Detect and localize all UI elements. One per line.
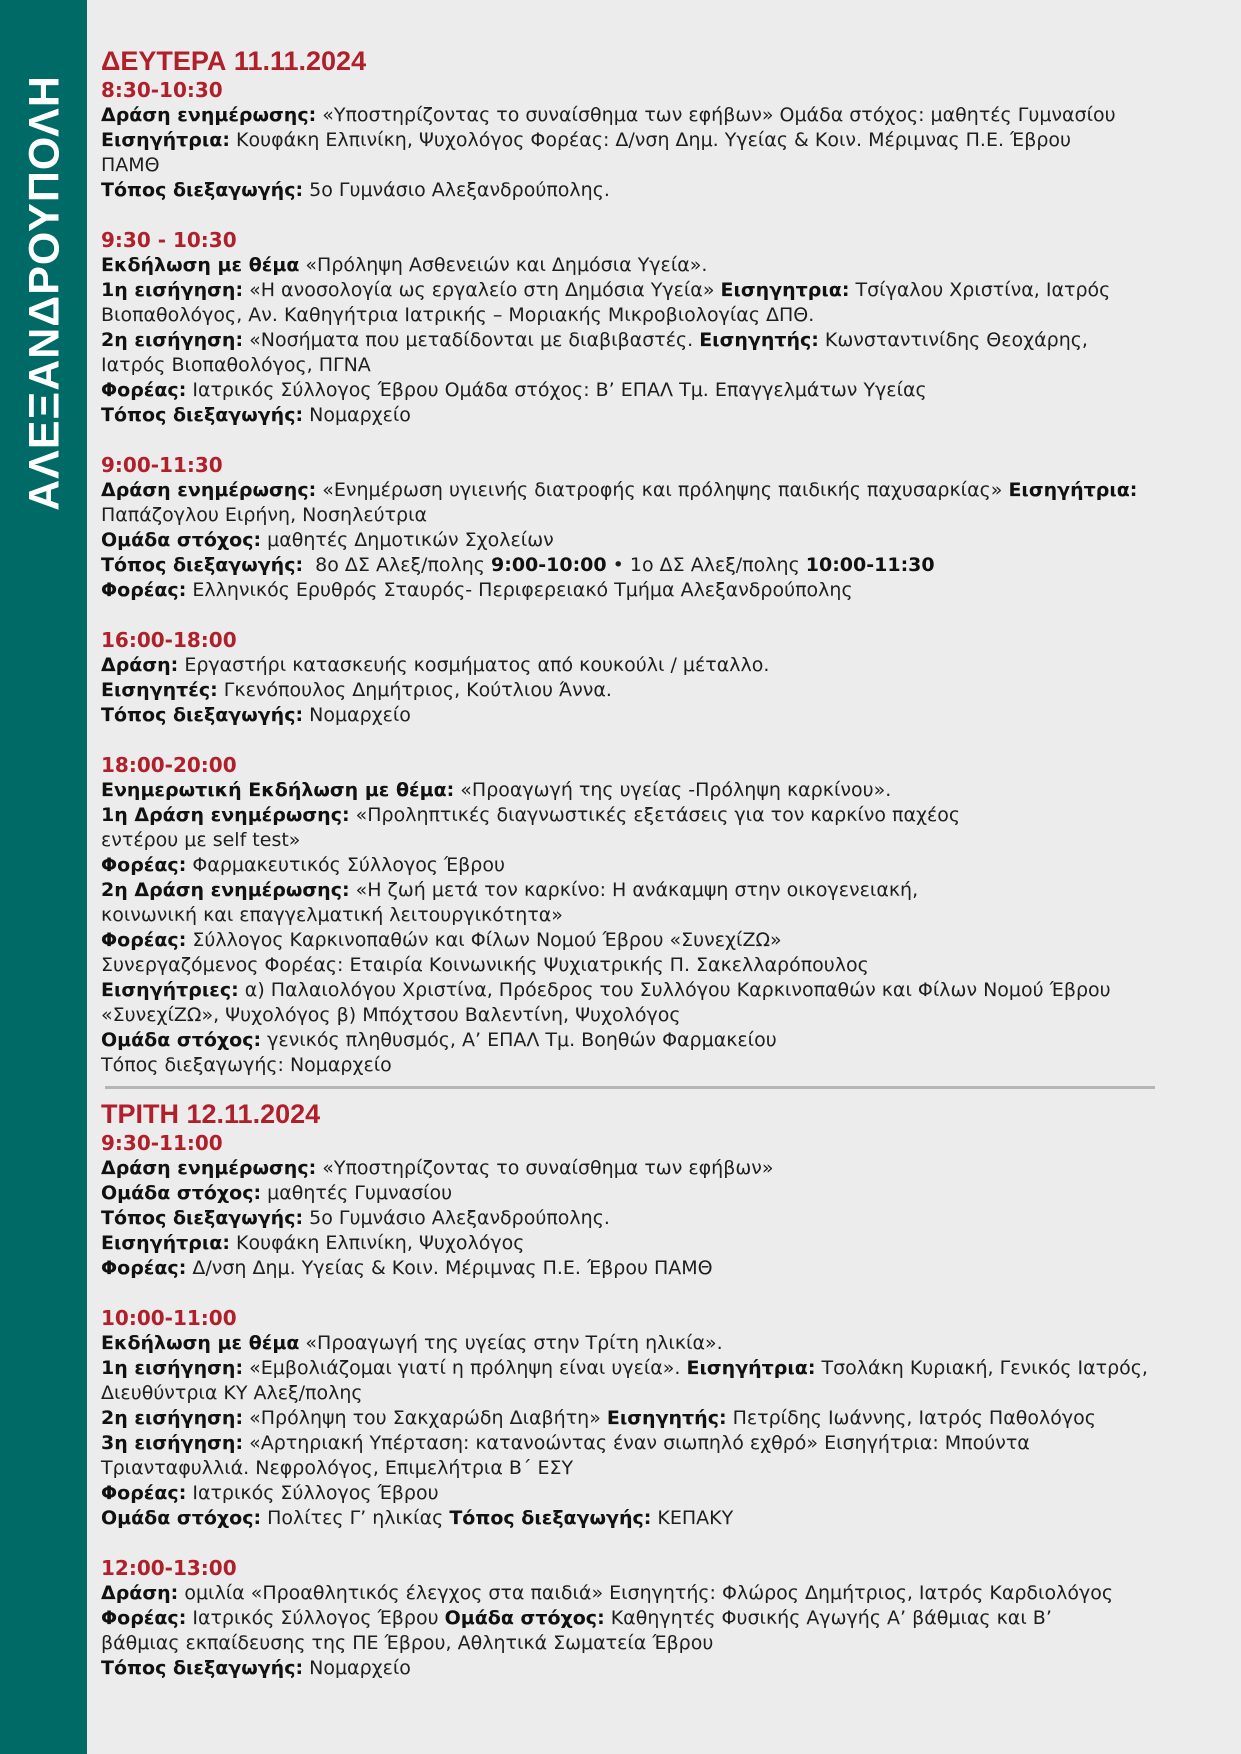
field-text: Παπάζογλου Ειρήνη, Νοσηλεύτρια [101,504,428,526]
field-text: 5ο Γυμνάσιο Αλεξανδρούπολης. [303,179,610,201]
field-text: Ιατρικός Σύλλογος Έβρου [186,1482,439,1504]
event-line [101,1456,1221,1481]
event-block [101,453,1221,603]
event-line [101,128,1221,153]
event-line [101,853,1221,878]
event-time: 9:30-11:00 [101,1131,223,1155]
field-text: γενικός πληθυσμός, Α’ ΕΠΑΛ Τμ. Βοηθών Φαρμακείου [261,1029,777,1051]
field-text: Νομαρχείο [303,404,411,426]
field-text: Φαρμακευτικός Σύλλογος Έβρου [186,854,505,876]
event-line [101,953,1221,978]
field-text: 5ο Γυμνάσιο Αλεξανδρούπολης. [303,1207,610,1229]
field-text: Ιατρικός Σύλλογος Έβρου Ομάδα στόχος: Β’ ΕΠΑΛ Τμ. Επαγγελμάτων Υγείας [186,379,927,401]
field-text: «Νοσήματα που μεταδίδονται με διαβιβαστές. [243,329,700,351]
event-line [101,1256,1221,1281]
field-text: ΠΑΜΘ [101,154,160,176]
sidebar [0,0,87,1754]
event-block [101,1131,1221,1281]
field-label: Φορέας: [101,1257,187,1279]
field-label: Ομάδα στόχος: [444,1607,605,1629]
field-label: Ομάδα στόχος: [101,1182,262,1204]
field-text: Δ/νση Δημ. Υγείας & Κοιν. Μέριμνας Π.Ε. Έβρου ΠΑΜΘ [186,1257,713,1279]
field-label: Δράση: [101,654,179,676]
event-line [101,1406,1221,1431]
event-line [101,578,1221,603]
event-line [101,1481,1221,1506]
event-line [101,1656,1221,1681]
event-line [101,1506,1221,1531]
event-line [101,778,1221,803]
field-text: Ιατρός Βιοπαθολόγος, ΠΓΝΑ [101,354,371,376]
field-text: Βιοπαθολόγος, Αν. Καθηγήτρια Ιατρικής – Μοριακής Μικροβιολογίας ΔΠΘ. [101,304,815,326]
event-block [101,78,1221,203]
field-label: Φορέας: [101,929,187,951]
event-line [101,828,1221,853]
event-line [101,803,1221,828]
field-text: ΚΕΠΑΚΥ [651,1507,734,1529]
event-time: 8:30-10:30 [101,78,223,102]
day-title: ΤΡΙΤΗ 12.11.2024 [101,1099,321,1129]
field-text: Τσίγαλου Χριστίνα, Ιατρός [849,279,1111,301]
event-line [101,1053,1221,1078]
field-label: 1η εισήγηση: [101,1357,244,1379]
event-line [101,1606,1221,1631]
field-text: Πολίτες Γ’ ηλικίας [261,1507,450,1529]
field-text: Κουφάκη Ελπινίκη, Ψυχολόγος Φορέας: Δ/νση Δημ. Υγείας & Κοιν. Μέριμνας Π.Ε. Έβρου [229,129,1072,151]
field-text: «Πρόληψη Ασθενειών και Δημόσια Υγεία». [299,254,708,276]
sidebar-title-wrap [0,0,87,540]
field-text: «Υποστηρίζοντας το συναίσθημα των εφήβων» Ομάδα στόχος: μαθητές Γυμνασίου [316,104,1116,126]
field-text: βάθμιας εκπαίδευσης της ΠΕ Έβρου, Αθλητικά Σωματεία Έβρου [101,1632,714,1654]
field-label: Τόπος διεξαγωγής: [101,179,304,201]
field-text: Ελληνικός Ερυθρός Σταυρός- Περιφερειακό Τμήμα Αλεξανδρούπολης [186,579,853,601]
field-text: 8ο ΔΣ Αλεξ/πολης [303,554,491,576]
day-title: ΔΕΥΤΕΡΑ 11.11.2024 [101,46,367,76]
event-line [101,1381,1221,1406]
field-label: Εισηγητής: [606,1407,727,1429]
field-text: Κωνσταντινίδης Θεοχάρης, [818,329,1088,351]
event-time: 12:00-13:00 [101,1556,237,1580]
field-label: Τόπος διεξαγωγής: [101,404,304,426]
field-label: Εισηγητής: [699,329,819,351]
event-line [101,353,1221,378]
field-text: Νομαρχείο [303,1657,411,1679]
field-label: Δράση ενημέρωσης: [101,479,317,501]
field-label: Εισηγήτρια: [686,1357,816,1379]
field-label: Φορέας: [101,379,187,401]
field-label: Εκδήλωση με θέμα [101,254,300,276]
field-label: Ομάδα στόχος: [101,529,262,551]
city-title: ΑΛΕΞΑΝΔΡΟΥΠΟΛΗ [20,75,69,511]
field-text: Ιατρικός Σύλλογος Έβρου [186,1607,445,1629]
field-label: Εισηγητές: [101,679,218,701]
field-label: Εισηγήτρια: [101,1232,230,1254]
event-line [101,928,1221,953]
event-line [101,253,1221,278]
event-block [101,628,1221,728]
field-text: Τριανταφυλλιά. Νεφρολόγος, Επιμελήτρια Β΄ ΕΣΥ [101,1457,574,1479]
field-label: Δράση ενημέρωσης: [101,104,317,126]
field-label: 1η Δράση ενημέρωσης: [101,804,350,826]
event-line [101,1156,1221,1181]
field-label: Φορέας: [101,1607,187,1629]
field-text: Νομαρχείο [303,704,411,726]
event-line [101,703,1221,728]
event-time: 10:00-11:00 [101,1306,237,1330]
field-label: Εισηγήτρια: [101,129,230,151]
field-text: Τόπος διεξαγωγής: Νομαρχείο [101,1054,392,1076]
event-line [101,553,1221,578]
field-text: «Αρτηριακή Υπέρταση: κατανοώντας έναν σιωπηλό εχθρό» Εισηγήτρια: Μπούντα [243,1432,1030,1454]
event-line [101,278,1221,303]
field-label: 9:00-10:00 [491,554,607,576]
field-text: α) Παλαιολόγου Χριστίνα, Πρόεδρος του Συλλόγου Καρκινοπαθών και Φίλων Νομού Έβρου [238,979,1111,1001]
field-label: Τόπος διεξαγωγής: [101,554,304,576]
field-text: Κουφάκη Ελπινίκη, Ψυχολόγος [229,1232,525,1254]
field-text: «Προαγωγή της υγείας -Πρόληψη καρκίνου». [454,779,892,801]
event-time: 16:00-18:00 [101,628,237,652]
event-line [101,178,1221,203]
field-label: 10:00-11:30 [805,554,935,576]
event-line [101,1181,1221,1206]
event-line [101,378,1221,403]
event-line [101,153,1221,178]
field-label: Τόπος διεξαγωγής: [101,1657,304,1679]
field-label: Ομάδα στόχος: [101,1507,262,1529]
field-text: Εργαστήρι κατασκευής κοσμήματος από κουκούλι / μέταλλο. [178,654,770,676]
event-line [101,1356,1221,1381]
field-text: κοινωνική και επαγγελματική λειτουργικότητα» [101,904,563,926]
field-label: 1η εισήγηση: [101,279,244,301]
field-label: 2η εισήγηση: [101,1407,244,1429]
field-label: Δράση ενημέρωσης: [101,1157,317,1179]
event-block [101,1306,1221,1531]
field-text: Τσολάκη Κυριακή, Γενικός Ιατρός, [815,1357,1148,1379]
field-text: μαθητές Δημοτικών Σχολείων [261,529,554,551]
schedule-content [101,44,1221,1681]
field-label: 3η εισήγηση: [101,1432,244,1454]
field-text: «Εμβολιάζομαι γιατί η πρόληψη είναι υγεία». [243,1357,687,1379]
field-label: Ομάδα στόχος: [101,1029,262,1051]
field-text: «Πρόληψη του Σακχαρώδη Διαβήτη» [243,1407,607,1429]
event-line [101,403,1221,428]
event-line [101,903,1221,928]
field-label: Φορέας: [101,854,187,876]
field-text: Πετρίδης Ιωάννης, Ιατρός Παθολόγος [726,1407,1096,1429]
field-label: Τόπος διεξαγωγής: [101,704,304,726]
field-text: «ΣυνεχίΖΩ», Ψυχολόγος β) Μπόχτσου Βαλεντίνη, Ψυχολόγος [101,1004,681,1026]
event-line [101,678,1221,703]
event-line [101,1431,1221,1456]
event-line [101,528,1221,553]
event-time: 18:00-20:00 [101,753,237,777]
field-label: Φορέας: [101,1482,187,1504]
field-text: Διευθύντρια ΚΥ Αλεξ/πολης [101,1382,363,1404]
field-text: μαθητές Γυμνασίου [261,1182,453,1204]
event-line [101,878,1221,903]
event-block [101,1556,1221,1681]
field-text: ομιλία «Προαθλητικός έλεγχος στα παιδιά» Εισηγητής: Φλώρος Δημήτριος, Ιατρός Καρδιολόγος [178,1582,1113,1604]
field-label: 2η εισήγηση: [101,329,244,351]
field-label: Δράση: [101,1582,179,1604]
field-label: Τόπος διεξαγωγής: [101,1207,304,1229]
field-label: Εισηγητρια: [720,279,850,301]
event-line [101,1331,1221,1356]
field-text: «Προληπτικές διαγνωστικές εξετάσεις για τον καρκίνο παχέος [349,804,961,826]
event-line [101,1581,1221,1606]
event-line [101,1631,1221,1656]
day-section [101,1097,1221,1681]
field-text: εντέρου με self test» [101,829,301,851]
field-label: Εισηγήτριες: [101,979,239,1001]
field-text: Σύλλογος Καρκινοπαθών και Φίλων Νομού Έβρου «ΣυνεχίΖΩ» [186,929,782,951]
field-text: «Η ανοσολογία ως εργαλείο στη Δημόσια Υγεία» [243,279,721,301]
event-line [101,1003,1221,1028]
field-label: Εκδήλωση με θέμα [101,1332,300,1354]
field-label: Τόπος διεξαγωγής: [449,1507,652,1529]
day-section [101,44,1221,1078]
field-label: 2η Δράση ενημέρωσης: [101,879,350,901]
field-label: Φορέας: [101,579,187,601]
field-text: Συνεργαζόμενος Φορέας: Εταιρία Κοινωνικής Ψυχιατρικής Π. Σακελλαρόπουλος [101,954,869,976]
event-line [101,1206,1221,1231]
field-text: Καθηγητές Φυσικής Αγωγής Α’ βάθμιας και Β’ [604,1607,1052,1629]
event-line [101,653,1221,678]
event-time: 9:00-11:30 [101,453,223,477]
event-line [101,328,1221,353]
field-label: Εισηγήτρια: [1008,479,1138,501]
event-block [101,753,1221,1078]
day-divider [105,1086,1155,1089]
field-label: Ενημερωτική Εκδήλωση με θέμα: [101,779,455,801]
event-line [101,1028,1221,1053]
event-line [101,478,1221,503]
event-time: 9:30 - 10:30 [101,228,237,252]
field-text: «Υποστηρίζοντας το συναίσθημα των εφήβων» [316,1157,774,1179]
field-text: Γκενόπουλος Δημήτριος, Κούτλιου Άννα. [217,679,612,701]
event-line [101,503,1221,528]
event-line [101,103,1221,128]
field-text: «Η ζωή μετά τον καρκίνο: Η ανάκαμψη στην οικογενειακή, [349,879,919,901]
event-block [101,228,1221,428]
field-text: «Ενημέρωση υγιεινής διατροφής και πρόληψης παιδικής παχυσαρκίας» [316,479,1009,501]
event-line [101,978,1221,1003]
field-text: • 1ο ΔΣ Αλεξ/πολης [606,554,806,576]
field-text: «Προαγωγή της υγείας στην Τρίτη ηλικία». [299,1332,723,1354]
event-line [101,303,1221,328]
event-line [101,1231,1221,1256]
